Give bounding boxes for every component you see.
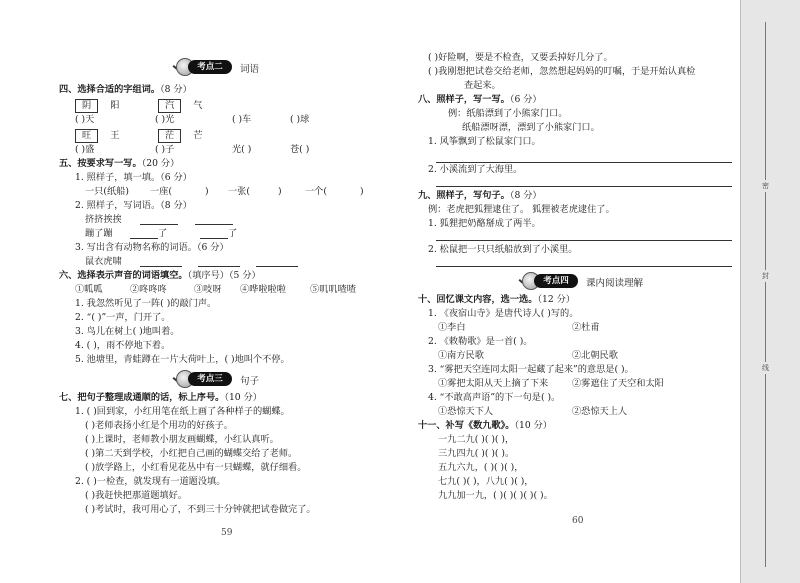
option: ⑤叽叽喳喳 — [310, 284, 356, 295]
option: ④哗啦啦啦 — [240, 284, 286, 295]
fill-item[interactable]: 1. 我忽然听见了一阵( )的敲门声。 — [75, 298, 217, 309]
example-text: 蹦了蹦 — [85, 228, 113, 239]
subquestion: 1. 照样子，填一填。（6 分） — [75, 172, 192, 183]
example-text: 一只(纸船) — [85, 186, 129, 197]
option: ③吱呀 — [194, 284, 222, 295]
choice-option[interactable]: ①南方民歌 — [438, 350, 484, 361]
order-item[interactable]: ( )好险啊，要是不检查，又要丢掉好几分了。 — [428, 52, 613, 63]
choice-option[interactable]: ②杜甫 — [572, 322, 600, 333]
order-item[interactable]: ( )考试时，我可用心了，不到三十分钟就把试卷做完了。 — [85, 504, 316, 515]
subquestion: 2. 照样子，写词语。（8 分） — [75, 200, 192, 211]
question-10-title: 十、回忆课文内容，选一选。（12 分） — [418, 294, 576, 305]
order-item[interactable]: ( )我赶快把那道题填好。 — [85, 490, 187, 501]
answer-line[interactable] — [140, 266, 182, 267]
fill-item[interactable]: 5. 池塘里，青蛙蹲在一片大荷叶上，( )地叫个不停。 — [75, 354, 290, 365]
option: ①呱呱 — [75, 284, 103, 295]
word-blank[interactable]: ( )天 — [75, 114, 95, 125]
question-4-title: 四、选择合适的字组词。（8 分） — [59, 84, 192, 95]
choice-question[interactable]: 3. “雾把天空连同太阳一起藏了起来”的意思是( )。 — [428, 364, 634, 375]
fill-item[interactable]: 3. 鸟儿在树上( )地叫着。 — [75, 326, 180, 337]
answer-line[interactable] — [200, 238, 228, 239]
char-pair-4: 茫 芒 — [158, 129, 202, 141]
section-title: 课内阅读理解 — [586, 278, 644, 289]
example-text: 挤挤挨挨 — [85, 214, 122, 225]
rewrite-item: 1. 风筝飘到了松鼠家门口。 — [428, 136, 541, 147]
answer-line[interactable] — [436, 186, 732, 187]
seal-label: 密 — [762, 182, 769, 190]
question-6-title: 六、选择表示声音的词语填空。（填序号）（5 分） — [59, 270, 261, 281]
left-page: 考点二 词语 四、选择合适的字组词。（8 分） 阴 阳 汽 气 ( )天 ( )光 ( )车 ( )球 旺 王 茫 芒 ( )盛 ( )子 光( ) 苍( ) 五、按要求写一写。（20 分） 1. 照样子，填一填。（6 分） 一只(纸船) 一座( ) 一张( ) 一个( ) 2. 照样子，写词语。（8 分） 挤挤挨挨 蹦了蹦 了 了 3. 写出含有动物名称的词语。（6 分） 鼠衣虎啸 六、选择表示声音的词语填空。（填序号）（5 分） ①呱呱 ②咚咚咚 ③吱呀 ④哗啦啦啦 ⑤叽叽喳喳 1. 我忽然听见了一阵( )的敲门声。 2. “( )”一声，门开了。 3. 鸟儿在树上( )地叫着。 4. ( )，雨不停地下着。 5. 池塘里，青蛙蹲在一片大荷叶上，( )地叫个不停。 考点三 句子 七、把句子整理成通顺的话，标上序号。（10 分） 1. ( )回到家，小红用笔在纸上画了各种样子的蝴蝶。 ( )老师表扬小红是个用功的好孩子。 ( )上课时，老师教小朋友画蝴蝶，小红认真听。 ( )第二天到学校，小红把自己画的蝴蝶交给了老师。 ( )放学路上，小红看见花丛中有一只蝴蝶，就仔细看。 2. ( )一检查，就发现有一道题没填。 ( )我赶快把那道题填好。 ( )考试时，我可用心了，不到三十分钟就把试卷做完了。 59 — [0, 0, 400, 583]
poem-line[interactable]: 三九四九( )( )( )。 — [438, 448, 515, 459]
choice-question[interactable]: 4. “不敢高声语”的下一句是( )。 — [428, 392, 561, 403]
choice-question[interactable]: 2. 《敕勒歌》是一首( )。 — [428, 336, 533, 347]
example-text: 例：老虎把狐狸逮住了。 狐狸被老虎逮住了。 — [428, 204, 615, 215]
section-badge: 考点四 — [518, 268, 578, 290]
word-blank[interactable]: ( )车 — [232, 114, 252, 125]
order-item[interactable]: 1. ( )回到家，小红用笔在纸上画了各种样子的蝴蝶。 — [75, 406, 290, 417]
choice-option[interactable]: ①雾把太阳从天上摘了下来 — [438, 378, 549, 389]
subquestion: 3. 写出含有动物名称的词语。（6 分） — [75, 242, 229, 253]
right-page — [400, 0, 740, 583]
choice-option[interactable]: ②雾遮住了天空和太阳 — [572, 378, 664, 389]
order-item[interactable]: ( )第二天到学校，小红把自己画的蝴蝶交给了老师。 — [85, 448, 298, 459]
section-title: 句子 — [240, 376, 260, 387]
rewrite-item: 2. 松鼠把一只只纸船放到了小溪里。 — [428, 244, 578, 255]
choice-option[interactable]: ①恐惊天下人 — [438, 406, 494, 417]
binding-margin — [740, 0, 800, 583]
poem-line[interactable]: 七九( )( )，八九( )( )， — [438, 476, 534, 487]
choice-option[interactable]: ②北朝民歌 — [572, 350, 618, 361]
answer-line[interactable] — [198, 266, 240, 267]
seal-label: 封 — [762, 272, 769, 280]
section-badge: 考点二 — [172, 54, 232, 76]
answer-line[interactable] — [436, 266, 732, 267]
word-blank[interactable]: ( )光 — [155, 114, 175, 125]
char-pair-1: 阴 阳 — [75, 99, 119, 111]
order-item-continued: 查起来。 — [464, 80, 501, 91]
word-blank[interactable]: ( )球 — [290, 114, 310, 125]
section-title: 词语 — [240, 64, 260, 75]
order-item[interactable]: ( )老师表扬小红是个用功的好孩子。 — [85, 420, 233, 431]
char-pair-2: 汽 气 — [158, 99, 202, 111]
page-number: 60 — [572, 516, 584, 526]
answer-line[interactable] — [195, 224, 233, 225]
fill-item[interactable]: 2. “( )”一声，门开了。 — [75, 312, 171, 323]
question-5-title: 五、按要求写一写。（20 分） — [59, 158, 180, 169]
fill-blank[interactable]: 一座( — [150, 186, 172, 197]
answer-line[interactable] — [130, 238, 158, 239]
choice-option[interactable]: ①李白 — [438, 322, 466, 333]
example-text: 例：纸船漂到了小熊家门口。 — [448, 108, 568, 119]
poem-line[interactable]: 九九加一九，( )( )( )( )( )。 — [438, 490, 553, 501]
choice-question[interactable]: 1. 《夜宿山寺》是唐代诗人( )写的。 — [428, 308, 579, 319]
order-item[interactable]: ( )我刚想把试卷交给老师，忽然想起妈妈的叮嘱，于是开始认真检 — [428, 66, 696, 77]
page-number: 59 — [221, 528, 233, 538]
order-item[interactable]: ( )上课时，老师教小朋友画蝴蝶，小红认真听。 — [85, 434, 279, 445]
word-blank[interactable]: 光( ) — [232, 144, 252, 155]
fill-item[interactable]: 4. ( )，雨不停地下着。 — [75, 340, 171, 351]
rewrite-item: 2. 小溪流到了大海里。 — [428, 164, 523, 175]
seal-label: 线 — [762, 364, 769, 372]
word-blank[interactable]: ( )盛 — [75, 144, 95, 155]
question-8-title: 八、照样子，写一写。（6 分） — [418, 94, 542, 105]
poem-line[interactable]: 五九六九，( )( )( )， — [438, 462, 524, 473]
order-item[interactable]: 2. ( )一检查，就发现有一道题没填。 — [75, 476, 226, 487]
answer-line[interactable] — [140, 224, 178, 225]
fill-blank[interactable]: 一个( — [305, 186, 327, 197]
question-9-title: 九、照样子，写句子。（8 分） — [418, 190, 542, 201]
poem-line[interactable]: 一九二九( )( )( )， — [438, 434, 515, 445]
section-badge: 考点三 — [172, 366, 232, 388]
word-blank[interactable]: 苍( ) — [290, 144, 310, 155]
choice-option[interactable]: ②恐惊天上人 — [572, 406, 628, 417]
example-text: 纸船漂呀漂，漂到了小熊家门口。 — [462, 122, 600, 133]
order-item[interactable]: ( )放学路上，小红看见花丛中有一只蝴蝶，就仔细看。 — [85, 462, 307, 473]
fill-blank[interactable]: 一张( — [228, 186, 250, 197]
example-text: 鼠衣虎啸 — [85, 256, 122, 267]
answer-line[interactable] — [436, 162, 732, 163]
option: ②咚咚咚 — [130, 284, 167, 295]
question-7-title: 七、把句子整理成通顺的话，标上序号。（10 分） — [59, 392, 262, 403]
char-pair-3: 旺 王 — [75, 129, 119, 141]
seal-line — [765, 22, 766, 567]
answer-line[interactable] — [256, 266, 298, 267]
rewrite-item: 1. 狐狸把奶酪掰成了两半。 — [428, 218, 541, 229]
question-11-title: 十一、补写《数九歌》。（10 分） — [418, 420, 553, 431]
answer-line[interactable] — [436, 240, 732, 241]
word-blank[interactable]: ( )子 — [155, 144, 175, 155]
